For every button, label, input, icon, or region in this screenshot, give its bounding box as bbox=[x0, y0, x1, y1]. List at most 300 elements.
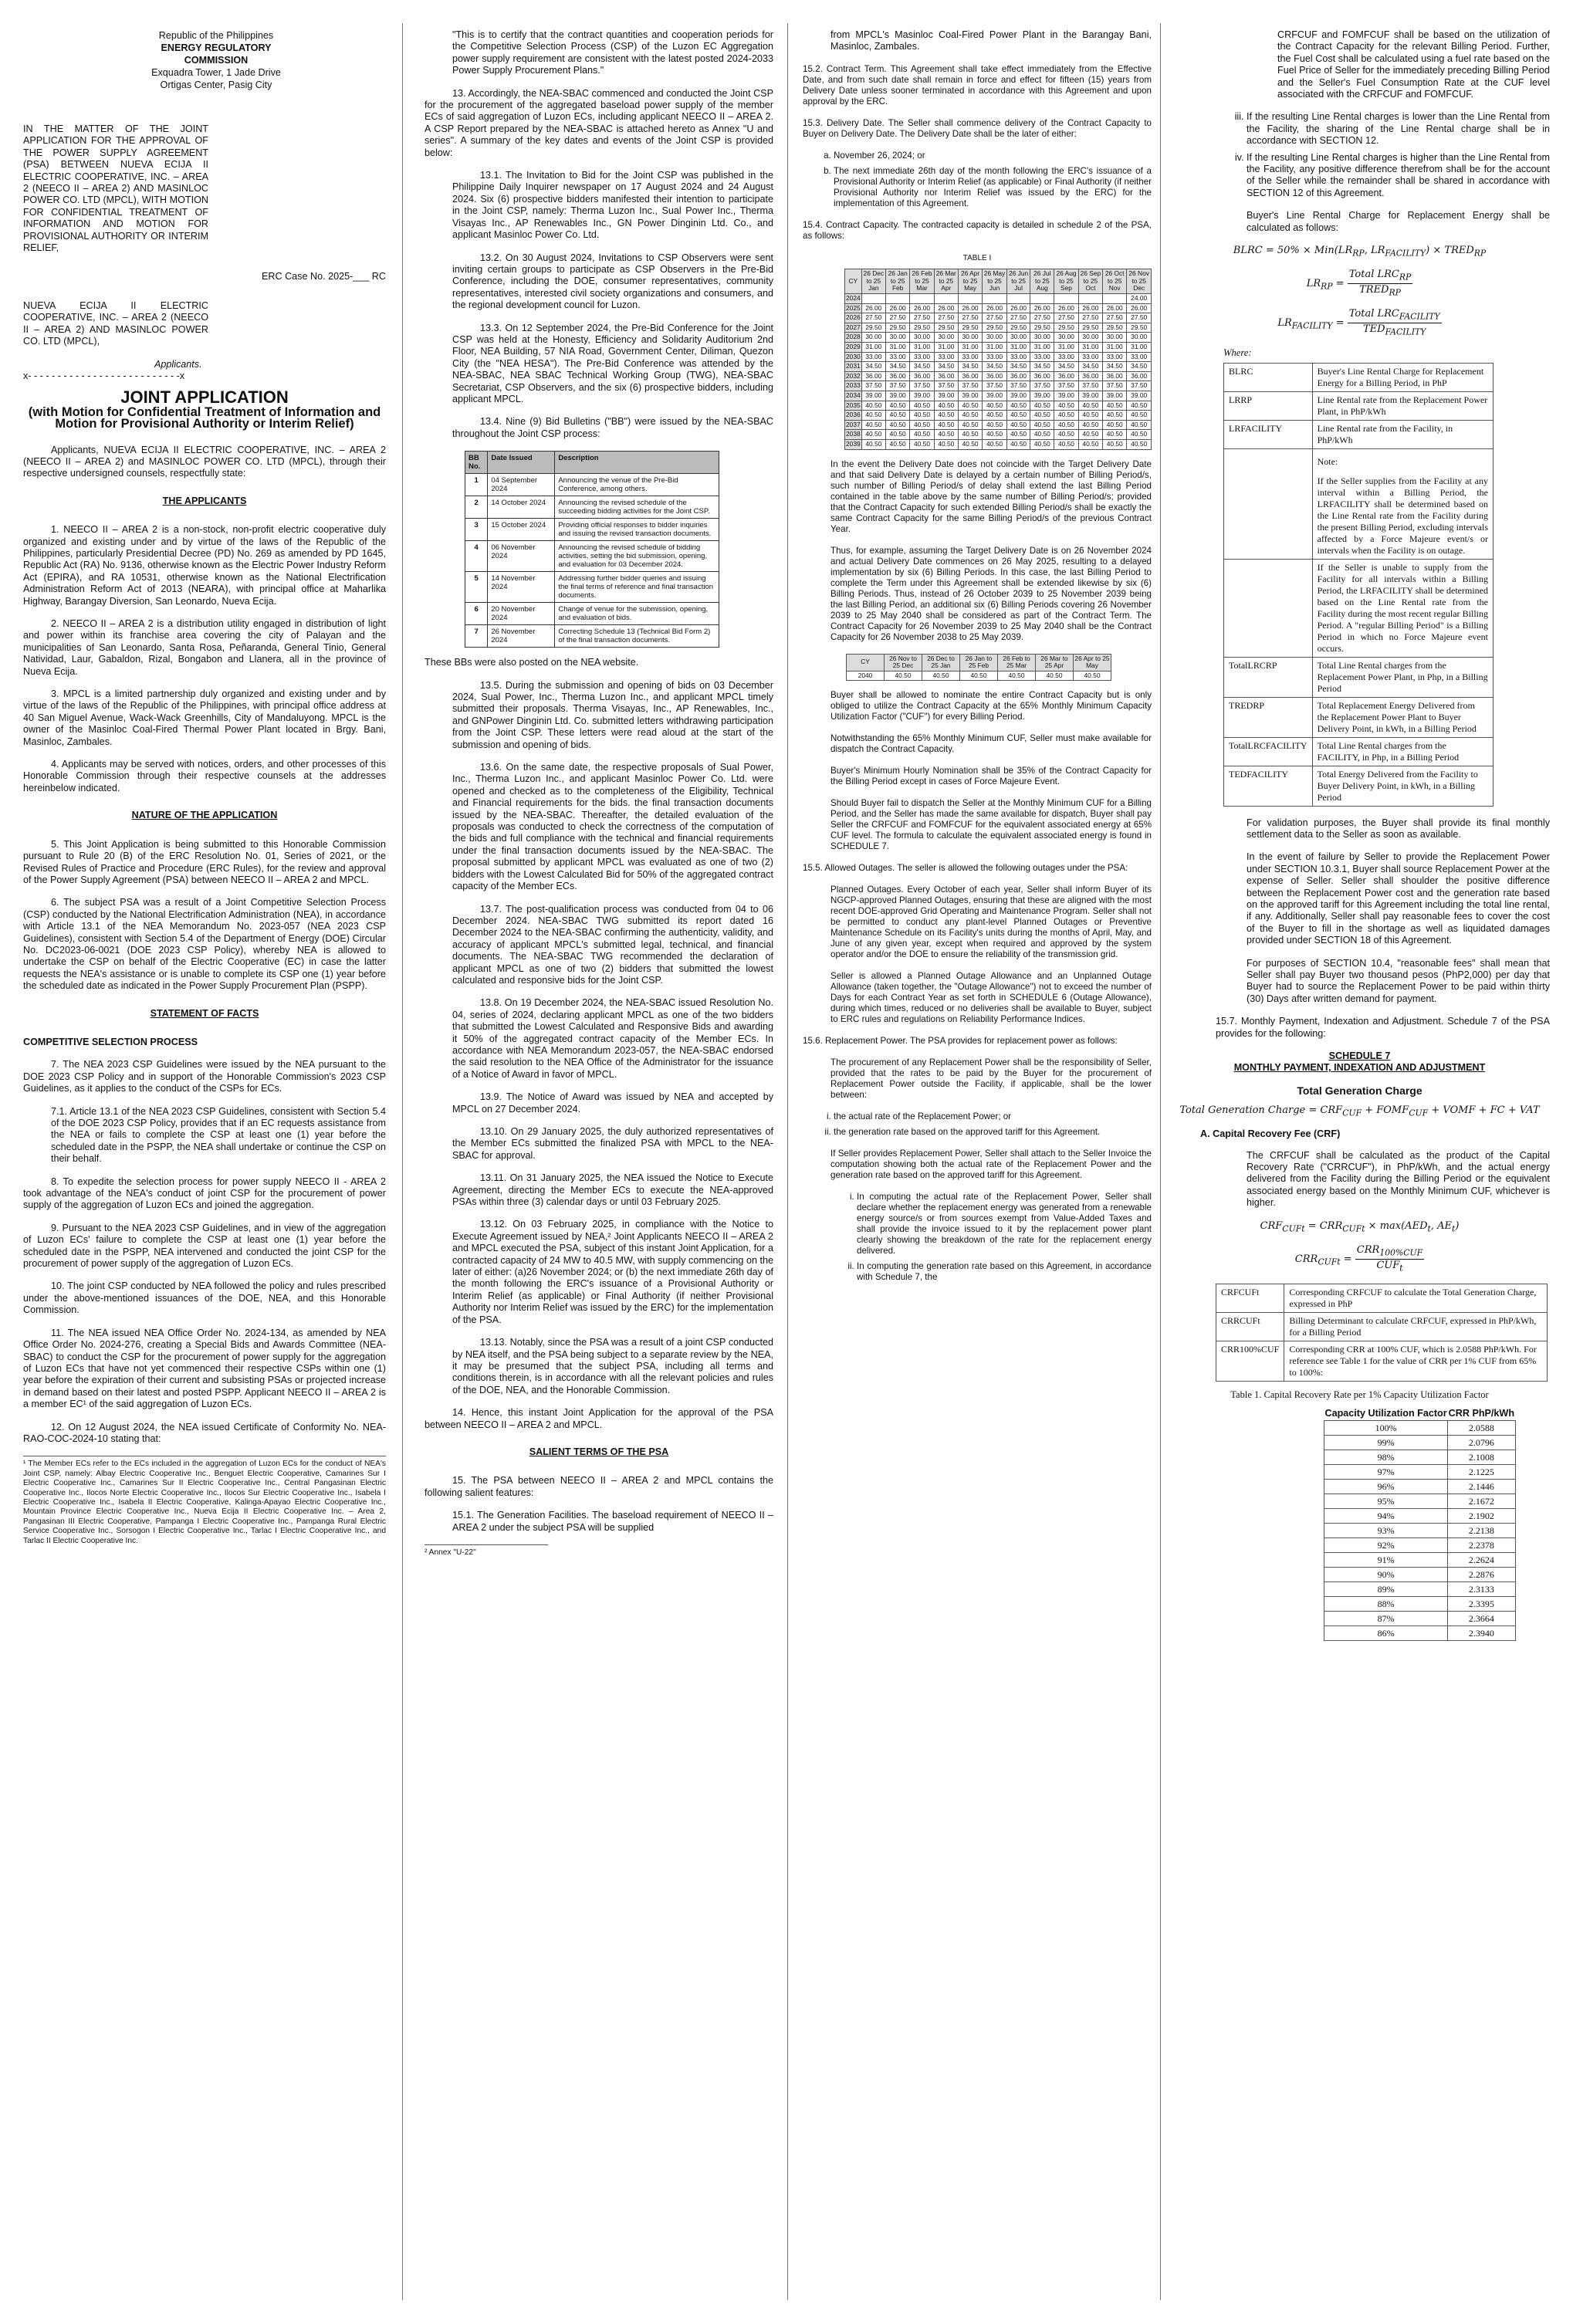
table-row bbox=[465, 603, 719, 625]
crr-cell: 2.1672 bbox=[1448, 1494, 1515, 1509]
parties: NUEVA ECIJA II ELECTRIC COOPERATIVE, INC. – AREA 2 (NEECO II – AREA 2) AND MASINLOC POWER CO. LTD (MPCL), bbox=[23, 299, 208, 347]
capacity-cell: 40.50 bbox=[983, 430, 1007, 440]
capacity-cell: 39.00 bbox=[886, 391, 910, 401]
capacity-cell: 40.50 bbox=[1054, 420, 1079, 430]
capacity-cell: 37.50 bbox=[983, 381, 1007, 391]
capacity-cell: 39.00 bbox=[910, 391, 934, 401]
paragraph-13-10: 13.10. On 29 January 2025, the duly authorized representatives of the Member ECs submitted the finalized PSA with MPCL to the NEA-SBAC for approval. bbox=[452, 1126, 773, 1161]
crr-cell: 2.1446 bbox=[1448, 1480, 1515, 1494]
crr-cell: 99% bbox=[1324, 1436, 1448, 1450]
capacity-cell: 31.00 bbox=[1030, 342, 1054, 352]
capacity-cell: 30.00 bbox=[1030, 333, 1054, 343]
paragraph-15-2: 15.2. Contract Term. This Agreement shall take effect immediately from the Effective Date, and from such date shall remain in force and effect for fifteen (15) years from Delivery Date unless sooner terminated in accordance with this Agreement and upon approval by the ERC. bbox=[803, 63, 1152, 107]
capacity-cell: 27.50 bbox=[1006, 313, 1030, 323]
capacity-cell: 31.00 bbox=[910, 342, 934, 352]
capacity-cell: 40.50 bbox=[1103, 439, 1127, 449]
capacity-header-cell: 26 Jun to 25 Jul bbox=[1006, 269, 1030, 294]
capacity-cell: 31.00 bbox=[983, 342, 1007, 352]
capacity-cell: 40.50 bbox=[983, 439, 1007, 449]
capacity-cell: 40.50 bbox=[1078, 411, 1102, 421]
crr-cell: 96% bbox=[1324, 1480, 1448, 1494]
contract-capacity-table bbox=[844, 269, 1152, 449]
extension-header-cell: 26 Feb to 25 Mar bbox=[998, 654, 1036, 671]
paragraph-15: 15. The PSA between NEECO II – AREA 2 and MPCL contains the following salient features: bbox=[425, 1475, 773, 1498]
definition-term: TREDRP bbox=[1224, 697, 1313, 737]
computation-continuation: CRFCUF and FOMFCUF shall be based on the utilization of the Contract Capacity for the relevant Billing Period. Further, the Fuel Cost shall be calculated using a fuel rate based on the Fuel Price of Seller for the immediately preceding Billing Period and the Seller's Fuel Consumption Rate at the CUF level associated with the CRFCUF and FOMFCUF. bbox=[1277, 29, 1550, 100]
table-1-title: TABLE I bbox=[962, 253, 992, 262]
paragraph-validation: For validation purposes, the Buyer shall provide its final monthly settlement data to the Seller as soon as available. bbox=[1247, 817, 1550, 840]
capacity-cell: 30.00 bbox=[958, 333, 982, 343]
definition-term: CRR100%CUF bbox=[1216, 1341, 1284, 1381]
paragraph-notwithstanding: Notwithstanding the 65% Monthly Minimum CUF, Seller must make available for dispatch the Contract Capacity. bbox=[830, 733, 1152, 755]
definition-text: Total Line Rental charges from the Replacement Power Plant, in Php, in a Billing Period bbox=[1312, 657, 1493, 697]
outage-allowance: Seller is allowed a Planned Outage Allowance and an Unplanned Outage Allowance (taken together, the "Outage Allowance") not to exceed the number of Days for each Contract Year as set forth in SCHEDULE 6 (Outage Allowance), during which times, reduced or no deliveries shall be available to Buyer, subject to ERC rules and regulations on Reliability Performance Indices. bbox=[830, 971, 1152, 1025]
rate-option-i: i. the actual rate of the Replacement Power; or bbox=[834, 1111, 1152, 1122]
capacity-cell: 26.00 bbox=[910, 303, 934, 313]
capacity-cell: 27.50 bbox=[958, 313, 982, 323]
capacity-header-cell: 26 Nov to 25 Dec bbox=[1127, 269, 1152, 294]
paragraph-13-4: 13.4. Nine (9) Bid Bulletins ("BB") were issued by the NEA-SBAC throughout the Joint CSP process: bbox=[452, 416, 773, 439]
capacity-cell: 33.00 bbox=[861, 352, 885, 362]
table-row bbox=[845, 352, 1152, 362]
crr-cell: 2.3664 bbox=[1448, 1612, 1515, 1626]
definition-text: Total Replacement Energy Delivered from the Replacement Power Plant to Buyer Delivery Point, in kWh, in a Billing Period bbox=[1312, 697, 1493, 737]
capacity-cell: 37.50 bbox=[861, 381, 885, 391]
blrc-intro: Buyer's Line Rental Charge for Replacement Energy shall be calculated as follows: bbox=[1247, 210, 1550, 233]
capacity-cell: 30.00 bbox=[1103, 333, 1127, 343]
capacity-cell: 26.00 bbox=[1006, 303, 1030, 313]
capacity-cell: 40.50 bbox=[1054, 401, 1079, 411]
capacity-cell: 34.50 bbox=[1054, 362, 1079, 372]
capacity-cell: 36.00 bbox=[1030, 371, 1054, 381]
applicants-label: Applicants. bbox=[154, 358, 202, 370]
replacement-invoice: If Seller provides Replacement Power, Seller shall attach to the Seller Invoice the computation showing both the actual rate of the Replacement Power and the generation rate based on the approved tariff for this Agreement. bbox=[830, 1148, 1152, 1181]
crr-cell: 92% bbox=[1324, 1538, 1448, 1553]
capacity-cell: 40.50 bbox=[1078, 420, 1102, 430]
bb-cell: 5 bbox=[465, 572, 488, 603]
crr-cell: 86% bbox=[1324, 1626, 1448, 1641]
table-row bbox=[465, 572, 719, 603]
capacity-cell: 33.00 bbox=[983, 352, 1007, 362]
bb-cell: 3 bbox=[465, 519, 488, 541]
crr-cell: 2.0796 bbox=[1448, 1436, 1515, 1450]
delivery-option-a: a. November 26, 2024; or bbox=[834, 151, 1152, 161]
capacity-cell: 40.50 bbox=[1078, 401, 1102, 411]
capacity-cell: 30.00 bbox=[886, 333, 910, 343]
table-row bbox=[1324, 1538, 1516, 1553]
capacity-cell: 40.50 bbox=[1006, 401, 1030, 411]
blrc-formula: BLRC = $50\% \times Min(LR_{RP}$, $LR_{FACILITY}$) × $TRED_{RP}$ bbox=[1233, 245, 1487, 259]
paragraph-14: 14. Hence, this instant Joint Application for the approval of the PSA between NEECO II – AREA 2 and MPCL. bbox=[425, 1407, 773, 1430]
table-row bbox=[465, 519, 719, 541]
paragraph-failure: Should Buyer fail to dispatch the Seller at the Monthly Minimum CUF for a Billing Period, and the Seller has made the same available for dispatch, Buyer shall pay Seller the CRFCUF and FOMFCUF for the equivalent associated energy at 65% CUF level. The formula to calculate the equivalent associated energy is found in SCHEDULE 7. bbox=[830, 798, 1152, 852]
blrc-definitions-table bbox=[1223, 363, 1494, 807]
definition-text: Corresponding CRR at 100% CUF, which is 2.0588 PhP/kWh. For reference see Table 1 for the value of CRR per 1% CUF from 65% to 100%: bbox=[1284, 1341, 1548, 1381]
capacity-cell: 29.50 bbox=[1078, 323, 1102, 333]
paragraph-9: 9. Pursuant to the NEA 2023 CSP Guidelines, and in view of the aggregation of Luzon ECs' failure to complete the CSP at least one (1) year before the scheduled date in the PSPP, NEA intervened and conducted the joint CSP for the procurement of power supply of the aggregation of Luzon ECs. bbox=[23, 1222, 386, 1270]
capacity-cell: 39.00 bbox=[1127, 391, 1152, 401]
paragraph-13: 13. Accordingly, the NEA-SBAC commenced and conducted the Joint CSP for the procurement of the aggregated baseload power supply of the member ECs of said aggregation of Luzon ECs, including applicant NEECO II – AREA 2. A CSP Report prepared by the NEA-SBAC is attached hereto as Annex "U and series". A summary of the key dates and events of the Joint CSP is provided below: bbox=[425, 87, 773, 158]
capacity-cell: 40.50 bbox=[886, 430, 910, 440]
capacity-cell: 2025 bbox=[845, 303, 862, 313]
capacity-cell: 2034 bbox=[845, 391, 862, 401]
address-line-2: Ortigas Center, Pasig City bbox=[160, 79, 272, 90]
planned-outages: Planned Outages. Every October of each year, Seller shall inform Buyer of its NGCP-approved Planned Outages, ensuring that these are aligned with the most recent DOE-approved Grid Operating and Maintenance Program. Seller shall not be permitted to conduct any plant-level Planned Outages or Preventive Maintenance Schedule on its Facility's units during the months of April, May, and June of any given year, except when required and approved by the system operator and/or the DOE to ensure the reliability of the transmission grid. bbox=[830, 885, 1152, 960]
capacity-cell: 27.50 bbox=[861, 313, 885, 323]
case-caption: IN THE MATTER OF THE JOINT APPLICATION FOR THE APPROVAL OF THE POWER SUPPLY AGREEMENT (PSA) BETWEEN NUEVA ECIJA II ELECTRIC COOPERATIVE, INC. – AREA 2 (NEECO II – AREA 2) AND MASINLOC POWER CO. LTD (MPCL), WITH MOTION FOR CONFIDENTIAL TREATMENT OF INFORMATION AND MOTION FOR PROVISIONAL AUTHORITY OR INTERIM RELIEF, bbox=[23, 123, 208, 254]
capacity-cell: 31.00 bbox=[1103, 342, 1127, 352]
paragraph-delay: In the event the Delivery Date does not coincide with the Target Delivery Date and that said Delivery Date is delayed by a certain number of Billing Period/s, such number of Billing Period/s of delay shall extend the last Billing Period contained in the table above by the same number of Billing Period/s; provided that the Contract Capacity for such extended Billing Period/s shall be exactly the same Contract Capacity for the same Billing Period/s of the previous Contract Year. bbox=[830, 458, 1152, 534]
crr-header-cell: CRR PhP/kWh bbox=[1448, 1408, 1515, 1419]
note-1: If the Seller supplies from the Facility at any interval within a Billing Period, the LRFACILITY shall be determined based on the Line Rental rate from the Facility during the present Billing Period, excluding intervals affected by a Force Majeure event/s or intervals when the Facility is on outage. bbox=[1317, 475, 1488, 556]
bb-header-cell: Date Issued bbox=[488, 452, 555, 474]
table-row bbox=[1216, 1341, 1548, 1381]
table-row bbox=[845, 362, 1152, 372]
section-heading-applicants: THE APPLICANTS bbox=[162, 495, 247, 506]
capacity-cell: 29.50 bbox=[1054, 323, 1079, 333]
capacity-cell: 26.00 bbox=[983, 303, 1007, 313]
extension-cell: 40.50 bbox=[998, 671, 1036, 681]
rate-option-ii: ii. the generation rate based on the approved tariff for this Agreement. bbox=[834, 1127, 1152, 1138]
bb-cell: Announcing the revised schedule of bidding activities, setting the bid submission, opening, and evaluation for 03 December 2024. bbox=[555, 541, 719, 572]
capacity-cell: 36.00 bbox=[1006, 371, 1030, 381]
intro-paragraph: Applicants, NUEVA ECIJA II ELECTRIC COOPERATIVE, INC. – AREA 2 (NEECO II – AREA 2) and MASINLOC POWER CO. LTD (MPCL), through their respective undersigned counsels, respectfully state: bbox=[23, 444, 386, 479]
capacity-cell: 26.00 bbox=[1103, 303, 1127, 313]
crr-cell: 2.2138 bbox=[1448, 1524, 1515, 1538]
capacity-header-cell: 26 Mar to 25 Apr bbox=[934, 269, 958, 294]
capacity-cell: 26.00 bbox=[958, 303, 982, 313]
paragraph-15-1-cont: from MPCL's Masinloc Coal-Fired Power Plant in the Barangay Bani, Masinloc, Zambales. bbox=[830, 29, 1152, 52]
crr-formula: $CRR_{CUFt}$ = $\frac{CRR_{100\%CUF}}{CUF_t}$ bbox=[1294, 1243, 1423, 1274]
capacity-cell: 2032 bbox=[845, 371, 862, 381]
capacity-header-cell: 26 Oct to 25 Nov bbox=[1103, 269, 1127, 294]
document-subtitle: (with Motion for Confidential Treatment of Information and Motion for Provisional Authority or Interim Relief) bbox=[28, 404, 381, 431]
capacity-cell: 36.00 bbox=[861, 371, 885, 381]
caption-divider: x- - - - - - - - - - - - - - - - - - - - - - - - - -x bbox=[23, 370, 185, 381]
capacity-cell: 29.50 bbox=[910, 323, 934, 333]
definition-term: CRFCUFt bbox=[1216, 1284, 1284, 1312]
bb-note: These BBs were also posted on the NEA website. bbox=[425, 657, 639, 668]
table-row bbox=[1216, 1284, 1548, 1312]
capacity-cell: 40.50 bbox=[958, 439, 982, 449]
extension-header-cell: 26 Apr to 25 May bbox=[1074, 654, 1111, 671]
capacity-cell: 2028 bbox=[845, 333, 862, 343]
capacity-cell: 2026 bbox=[845, 313, 862, 323]
section-heading-nature: NATURE OF THE APPLICATION bbox=[131, 810, 278, 821]
paragraph-example: Thus, for example, assuming the Target Delivery Date is on 26 November 2024 and actual Delivery Date commences on 26 May 2025, resulting to a delayed implementation by six (6) Billing Periods. In this case, the last Billing Period to complete the Term under this Agreement shall be extended likewise by six (6) Billing Periods. Thus, instead of 26 October 2039 to 25 November 2039 being the last Billing Period, an additional six (6) Billing Periods covering 26 November 2039 to 25 May 2040 shall be considered as part of the Contract Term. The Contract Capacity for 26 November 2039 to 25 May 2040 shall be the Contract Capacity for 26 November 2038 to 25 May 2039. bbox=[830, 545, 1152, 642]
extension-cell: 40.50 bbox=[922, 671, 960, 681]
table-row bbox=[1324, 1582, 1516, 1597]
lrfacility-formula: $LR_{FACILITY}$ = $\frac{Total LRC_{FACILITY}}{TED_{FACILITY}}$ bbox=[1277, 308, 1440, 337]
capacity-cell: 40.50 bbox=[934, 420, 958, 430]
capacity-cell: 27.50 bbox=[910, 313, 934, 323]
capacity-cell: 33.00 bbox=[886, 352, 910, 362]
capacity-cell: 40.50 bbox=[886, 420, 910, 430]
column-divider-1 bbox=[402, 23, 403, 2300]
bb-cell: 15 October 2024 bbox=[488, 519, 555, 541]
capacity-cell: 36.00 bbox=[1054, 371, 1079, 381]
capacity-cell: 40.50 bbox=[1006, 420, 1030, 430]
computation-step-i: i. In computing the actual rate of the Replacement Power, Seller shall declare whether the replacement energy was generated from a renewable energy source/s or from sources exempt from Value-Added Taxes and shall provide the invoice issued to it by the replacement power plant clearly showing the breakdown of the rate for the replacement energy delivered. bbox=[857, 1192, 1152, 1257]
column-3 bbox=[803, 29, 1152, 2306]
extension-cell: 40.50 bbox=[1036, 671, 1074, 681]
table-row bbox=[1324, 1553, 1516, 1568]
capacity-cell bbox=[1054, 294, 1079, 304]
paragraph-13-12: 13.12. On 03 February 2025, in compliance with the Notice to Execute Agreement issued by NEA,² Joint Applicants NEECO II – AREA 2 and MPCL executed the PSA, subject of this instant Joint Application, for a contracted capacity of 24 MW to 40.5 MW, with supply commencing on the later of either: (a)26 November 2024; or (b) the next immediate 26th day of the month following the ERC's issuance of a Provisional Authority or Interim Relief (as applicable) or Final Authority (if neither Provisional Authority nor Interim Relief was issued by the ERC) for the implementation of the PSA. bbox=[452, 1219, 773, 1325]
capacity-cell: 29.50 bbox=[1127, 323, 1152, 333]
capacity-cell bbox=[1030, 294, 1054, 304]
capacity-cell: 39.00 bbox=[1078, 391, 1102, 401]
paragraph-buyer-min: Buyer's Minimum Hourly Nomination shall be 35% of the Contract Capacity for the Billing Period except in cases of Force Majeure Event. bbox=[830, 766, 1152, 787]
crr-table-caption: Table 1. Capital Recovery Rate per 1% Capacity Utilization Factor bbox=[1230, 1389, 1489, 1400]
capacity-cell: 36.00 bbox=[1078, 371, 1102, 381]
capacity-cell: 39.00 bbox=[1103, 391, 1127, 401]
capacity-cell: 29.50 bbox=[1103, 323, 1127, 333]
table-row bbox=[1224, 697, 1494, 737]
paragraph-reasonable-fees: For purposes of SECTION 10.4, "reasonable fees" shall mean that Seller shall pay Buyer two thousand pesos (PhP2,000) per day that Buyer had to source the Replacement Power to be paid within thirty (30) Days after written demand for payment. bbox=[1247, 957, 1550, 1004]
capacity-cell: 36.00 bbox=[983, 371, 1007, 381]
capacity-cell: 40.50 bbox=[958, 401, 982, 411]
capacity-cell: 37.50 bbox=[910, 381, 934, 391]
definition-text: Line Rental rate from the Facility, in PhP/kWh bbox=[1312, 420, 1493, 448]
capacity-cell: 34.50 bbox=[934, 362, 958, 372]
extension-header-cell: CY bbox=[847, 654, 885, 671]
capacity-cell: 2037 bbox=[845, 420, 862, 430]
capacity-cell: 30.00 bbox=[983, 333, 1007, 343]
capacity-cell bbox=[1078, 294, 1102, 304]
capacity-cell: 2027 bbox=[845, 323, 862, 333]
bb-header-cell: Description bbox=[555, 452, 719, 474]
capacity-cell: 31.00 bbox=[934, 342, 958, 352]
capacity-cell: 31.00 bbox=[1054, 342, 1079, 352]
capacity-cell bbox=[983, 294, 1007, 304]
capacity-cell: 31.00 bbox=[1078, 342, 1102, 352]
table-row bbox=[845, 439, 1152, 449]
capacity-cell: 40.50 bbox=[983, 420, 1007, 430]
capacity-cell: 31.00 bbox=[958, 342, 982, 352]
replacement-procurement: The procurement of any Replacement Power shall be the responsibility of Seller, provided that the rates to be paid by the Buyer for the procurement of Replacement Power outside the Facility, if applicable, shall be the lower between: bbox=[830, 1057, 1152, 1101]
table-row bbox=[845, 420, 1152, 430]
capacity-cell: 40.50 bbox=[958, 430, 982, 440]
capacity-cell: 33.00 bbox=[1030, 352, 1054, 362]
capacity-cell: 39.00 bbox=[1006, 391, 1030, 401]
bb-cell: 1 bbox=[465, 474, 488, 496]
table-row bbox=[1224, 766, 1494, 806]
capacity-cell: 2030 bbox=[845, 352, 862, 362]
bb-cell: Announcing the venue of the Pre-Bid Conference, among others. bbox=[555, 474, 719, 496]
subheading-csp: COMPETITIVE SELECTION PROCESS bbox=[23, 1036, 198, 1047]
capacity-cell: 40.50 bbox=[1054, 430, 1079, 440]
extension-cell: 2040 bbox=[847, 671, 885, 681]
paragraph-13-8: 13.8. On 19 December 2024, the NEA-SBAC issued Resolution No. 04, series of 2024, declaring applicant MPCL as one of the two bidders that submitted the Lowest Calculated and Responsive Bids and awarding it 50% of the aggregated contract capacity of the Member ECs. In accordance with NEA Memorandum 2023-057, the NEA-SBAC endorsed the said resolution to the NEA Office of the Administrator for the issuance of a Notice of Award in favor of MPCL. bbox=[452, 997, 773, 1080]
extension-header-cell: 26 Mar to 25 Apr bbox=[1036, 654, 1074, 671]
definition-text: Total Line Rental charges from the FACILITY, in Php, in a Billing Period bbox=[1312, 737, 1493, 766]
capacity-cell: 37.50 bbox=[1103, 381, 1127, 391]
bb-cell: 14 October 2024 bbox=[488, 496, 555, 519]
crr-cell: 2.1008 bbox=[1448, 1450, 1515, 1465]
column-divider-2 bbox=[787, 23, 788, 2300]
where-label: Where: bbox=[1223, 347, 1252, 359]
capacity-cell: 40.50 bbox=[861, 411, 885, 421]
capacity-cell: 37.50 bbox=[1054, 381, 1079, 391]
capacity-cell: 31.00 bbox=[1127, 342, 1152, 352]
capacity-cell: 34.50 bbox=[886, 362, 910, 372]
extension-cell: 40.50 bbox=[885, 671, 922, 681]
capacity-cell: 40.50 bbox=[861, 401, 885, 411]
note-cell bbox=[1312, 448, 1493, 559]
capacity-cell: 33.00 bbox=[934, 352, 958, 362]
capacity-cell: 37.50 bbox=[1030, 381, 1054, 391]
table-row bbox=[845, 342, 1152, 352]
capacity-cell: 2035 bbox=[845, 401, 862, 411]
capacity-cell: 40.50 bbox=[1030, 420, 1054, 430]
paragraph-10: 10. The joint CSP conducted by NEA followed the policy and rules prescribed under the above-mentioned issuances of the DOE, NEA, and this Honorable Commission. bbox=[23, 1280, 386, 1316]
capacity-cell: 40.50 bbox=[910, 411, 934, 421]
crr-cell: 87% bbox=[1324, 1612, 1448, 1626]
bb-cell: 6 bbox=[465, 603, 488, 625]
table-row bbox=[1324, 1597, 1516, 1612]
bb-header-cell: BB No. bbox=[465, 452, 488, 474]
crr-cell: 2.0588 bbox=[1448, 1421, 1515, 1436]
capacity-cell: 40.50 bbox=[1127, 439, 1152, 449]
capacity-header-cell: 26 Apr to 25 May bbox=[958, 269, 982, 294]
capacity-cell: 26.00 bbox=[861, 303, 885, 313]
capacity-header-cell: 26 Jul to 25 Aug bbox=[1030, 269, 1054, 294]
capacity-cell: 40.50 bbox=[1127, 420, 1152, 430]
capacity-cell: 2031 bbox=[845, 362, 862, 372]
capacity-cell: 27.50 bbox=[983, 313, 1007, 323]
table-row bbox=[845, 323, 1152, 333]
capacity-cell: 2038 bbox=[845, 430, 862, 440]
capacity-cell: 40.50 bbox=[934, 439, 958, 449]
paragraph-2: 2. NEECO II – AREA 2 is a distribution utility engaged in distribution of light and power within its franchise area covering the city of Palayan and the municipalities of San Leonardo, Santa Rosa, Peñaranda, General Tinio, General Natividad, Laur, Gabaldon, Rizal, Bongabon and Llanera, all in the province of Nueva Ecija. bbox=[23, 618, 386, 677]
capacity-cell: 40.50 bbox=[861, 420, 885, 430]
capacity-header-cell: 26 Dec to 25 Jan bbox=[861, 269, 885, 294]
capacity-header-cell: 26 Aug to 25 Sep bbox=[1054, 269, 1079, 294]
delivery-date-options bbox=[803, 151, 1152, 209]
capacity-cell: 27.50 bbox=[1054, 313, 1079, 323]
table-row bbox=[845, 313, 1152, 323]
table-row bbox=[845, 391, 1152, 401]
capacity-cell: 29.50 bbox=[1006, 323, 1030, 333]
extension-table bbox=[846, 654, 1111, 682]
capacity-cell: 40.50 bbox=[1054, 439, 1079, 449]
capacity-cell: 27.50 bbox=[1103, 313, 1127, 323]
bb-cell: 20 November 2024 bbox=[488, 603, 555, 625]
capacity-cell: 30.00 bbox=[1078, 333, 1102, 343]
capacity-cell: 40.50 bbox=[934, 401, 958, 411]
capacity-cell: 40.50 bbox=[1006, 439, 1030, 449]
definition-term: BLRC bbox=[1224, 363, 1313, 391]
column-divider-3 bbox=[1160, 23, 1161, 2300]
capacity-cell: 37.50 bbox=[1006, 381, 1030, 391]
crr-cell: 2.3133 bbox=[1448, 1582, 1515, 1597]
capacity-cell: 40.50 bbox=[861, 439, 885, 449]
capacity-cell: 27.50 bbox=[886, 313, 910, 323]
capacity-cell: 2033 bbox=[845, 381, 862, 391]
crr-cell: 2.2876 bbox=[1448, 1568, 1515, 1582]
capacity-cell: 34.50 bbox=[983, 362, 1007, 372]
capacity-cell: 33.00 bbox=[1078, 352, 1102, 362]
lrrp-formula: $LR_{RP}$ = $\frac{Total LRC_{RP}}{TRED_{RP}}$ bbox=[1306, 269, 1412, 298]
capacity-header-cell: 26 Sep to 25 Oct bbox=[1078, 269, 1102, 294]
capacity-cell: 24.00 bbox=[1127, 294, 1152, 304]
crr-cell: 2.2624 bbox=[1448, 1553, 1515, 1568]
note-label: Note: bbox=[1317, 455, 1338, 467]
table-row bbox=[845, 381, 1152, 391]
table-row bbox=[1216, 1312, 1548, 1341]
definition-term bbox=[1224, 448, 1313, 559]
capacity-cell: 34.50 bbox=[1078, 362, 1102, 372]
table-row bbox=[1224, 657, 1494, 697]
capacity-cell: 34.50 bbox=[1006, 362, 1030, 372]
capacity-cell: 26.00 bbox=[1078, 303, 1102, 313]
paragraph-15-1: 15.1. The Generation Facilities. The baseload requirement of NEECO II – AREA 2 under the subject PSA will be supplied bbox=[452, 1510, 773, 1533]
crr-cell: 90% bbox=[1324, 1568, 1448, 1582]
crr-cell: 97% bbox=[1324, 1465, 1448, 1480]
crr-cell: 98% bbox=[1324, 1450, 1448, 1465]
capacity-cell: 40.50 bbox=[958, 411, 982, 421]
table-row bbox=[465, 625, 719, 648]
bb-cell: Addressing further bidder queries and issuing the final terms of reference and final transaction documents. bbox=[555, 572, 719, 603]
table-row bbox=[1324, 1421, 1516, 1436]
table-row bbox=[1224, 559, 1494, 657]
capacity-cell: 40.50 bbox=[1127, 411, 1152, 421]
schedule-7-title: SCHEDULE 7 bbox=[1328, 1050, 1391, 1061]
paragraph-6: 6. The subject PSA was a result of a Joint Competitive Selection Process (CSP) conducted by the National Electrification Administration (NEA), in accordance with Article 13.1 of the NEA Memorandum No. 2023-057 (NEA 2023 CSP Guidelines), consistent with Section 5.4 of the Department of Energy (DOE) Circular No. DC2023-06-0021 (DOE 2023 CSP Policy), whereby NEA is allowed to undertake the CSP on behalf of the Electric Cooperative (EC) in case the latter requests the NEA's assistance or is unable to complete its CSP one (1) year before the scheduled date as indicated in the Power Supply Procurement Plan (PSPP). bbox=[23, 897, 386, 992]
capacity-cell: 27.50 bbox=[934, 313, 958, 323]
capacity-cell: 40.50 bbox=[886, 439, 910, 449]
table-row bbox=[1324, 1494, 1516, 1509]
capacity-cell: 26.00 bbox=[886, 303, 910, 313]
paragraph-15-6: 15.6. Replacement Power. The PSA provides for replacement power as follows: bbox=[803, 1036, 1118, 1047]
capacity-cell bbox=[1006, 294, 1030, 304]
capacity-cell: 27.50 bbox=[1078, 313, 1102, 323]
section-heading-salient: SALIENT TERMS OF THE PSA bbox=[529, 1446, 669, 1457]
definition-term: TotalLRCRP bbox=[1224, 657, 1313, 697]
definition-text: Billing Determinant to calculate CRFCUF, expressed in PhP/kWh, for a Billing Period bbox=[1284, 1312, 1548, 1341]
capacity-cell: 37.50 bbox=[934, 381, 958, 391]
paragraph-1: 1. NEECO II – AREA 2 is a non-stock, non-profit electric cooperative duly organized and existing under and by virtue of the laws of the Republic of the Philippines, particularly Presidential Decree (PD) No. 269 as amended by PD 1645, Republic Act (RA) No. 9136, otherwise known as the Electric Power Industry Reform Act (EPIRA), and RA 10531, otherwise known as the National Electrification Administration Reform Act of 2013 (NEARA), with principal office at Maharlika Highway, Barangay Diversion, San Leonardo, Nueva Ecija. bbox=[23, 524, 386, 607]
table-row bbox=[465, 541, 719, 572]
definition-text: Buyer's Line Rental Charge for Replacement Energy for a Billing Period, in PhP bbox=[1312, 363, 1493, 391]
paragraph-8: 8. To expedite the selection process for power supply NEECO II - AREA 2 took advantage of the NEA's conduct of joint CSP for the procurement of power supply of the aggregation of Luzon ECs and joined the aggregation. bbox=[23, 1176, 386, 1211]
table-row bbox=[1224, 363, 1494, 391]
paragraph-13-2: 13.2. On 30 August 2024, Invitations to CSP Observers were sent inviting certain groups to participate as CSP Observers in the Pre-Bid Conference, including the DOE, consumer representatives, community representatives, interested civil society organizations and consumers, and the regional development council for Luzon. bbox=[452, 252, 773, 311]
capacity-cell bbox=[886, 294, 910, 304]
bb-cell: 26 November 2024 bbox=[488, 625, 555, 648]
table-row bbox=[1324, 1509, 1516, 1524]
capacity-cell: 36.00 bbox=[886, 371, 910, 381]
paragraph-13-6: 13.6. On the same date, the respective proposals of Sual Power, Inc., Therma Luzon Inc., and applicant Masinloc Power Co. Ltd. were opened and checked as to the completeness of the Eligibility, Technical and Financial requirements for the bids. the final transaction documents issued by the NEA-SBAC. Thereafter, the detailed evaluation of the proposals was conducted to check the correctness of the computation of the bids and full compliance with the technical and financial requirements under the final transaction documents issued by the NEA-SBAC. The proposal submitted by applicant MPCL was evaluated as one of two (2) bidders with the Lowest Calculated Bid for 50% of the aggregated contract capacity of the Member ECs. bbox=[452, 762, 773, 892]
bb-cell: Providing official responses to bidder inquiries and issuing the revised transaction documents. bbox=[555, 519, 719, 541]
capacity-cell: 30.00 bbox=[861, 333, 885, 343]
capacity-cell bbox=[958, 294, 982, 304]
paragraph-7: 7. The NEA 2023 CSP Guidelines were issued by the NEA pursuant to the DOE 2023 CSP Policy and in support of the Honorable Commission's 2023 CSP Guidelines, as it applies to the conduct of the CSPs for ECs. bbox=[23, 1059, 386, 1094]
capacity-cell: 40.50 bbox=[1030, 401, 1054, 411]
capacity-cell: 31.00 bbox=[886, 342, 910, 352]
paragraph-15-5: 15.5. Allowed Outages. The seller is allowed the following outages under the PSA: bbox=[803, 863, 1128, 874]
certificate-quote: "This is to certify that the contract quantities and cooperation periods for the Competitive Selection Process (CSP) of the Luzon EC Aggregation power supply requirement are consistent with the latest posted 2024-2033 Power Supply Procurement Plans." bbox=[452, 29, 773, 76]
definition-term bbox=[1224, 559, 1313, 657]
crf-formula: $CRF_{CUFt} = CRR_{CUFt} \times \max(AED_t$, $AE_t$) bbox=[1260, 1220, 1460, 1234]
table-row bbox=[1324, 1568, 1516, 1582]
capacity-cell: 29.50 bbox=[1030, 323, 1054, 333]
capacity-cell: 29.50 bbox=[861, 323, 885, 333]
capacity-cell: 27.50 bbox=[1030, 313, 1054, 323]
crf-description: The CRFCUF shall be calculated as the product of the Capital Recovery Rate ("CRRCUF"), in PhP/kWh, and the actual energy delivered from the Facility during the Billing Period or the equivalent associated energy based on the Monthly Minimum CUF, whichever is higher. bbox=[1247, 1149, 1550, 1209]
capacity-cell: 29.50 bbox=[934, 323, 958, 333]
